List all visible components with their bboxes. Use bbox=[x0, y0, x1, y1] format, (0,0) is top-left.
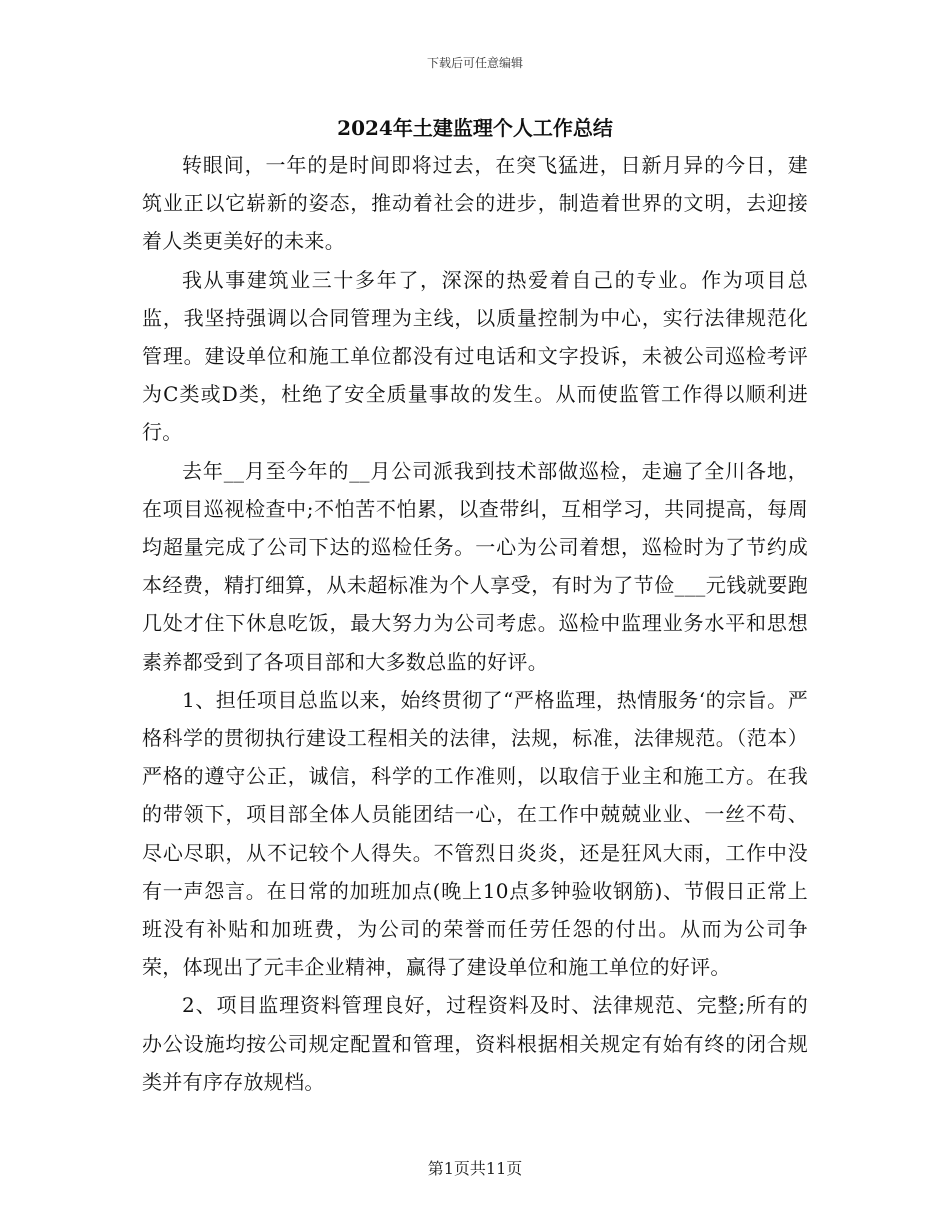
document-body bbox=[142, 146, 808, 1101]
paragraph: 我从事建筑业三十多年了，深深的热爱着自己的专业。作为项目总监，我坚持强调以合同管理为主线，以质量控制为中心，实行法律规范化管理。建设单位和施工单位都没有过电话和文字投诉，未被公司巡检考评为C类或D类，杜绝了安全质量事故的发生。从而使监管工作得以顺利进行。 bbox=[142, 267, 808, 445]
paragraph: 2、项目监理资料管理良好，过程资料及时、法律规范、完整;所有的办公设施均按公司规定配置和管理，资料根据相关规定有始有终的闭合规类并有序存放规档。 bbox=[142, 993, 808, 1094]
paragraph: 1、担任项目总监以来，始终贯彻了“严格监理，热情服务‘的宗旨。严格科学的贯彻执行建设工程相关的法律，法规，标准，法律规范。（范本）严格的遵守公正，诚信，科学的工作准则，以取信于业主和施工方。在我的带领下，项目部全体人员能团结一心，在工作中兢兢业业、一丝不苟、尽心尽职，从不记较个人得失。不管烈日炎炎，还是狂风大雨，工作中没有一声怨言。在日常的加班加点(晚上10点多钟验收钢筋)、节假日正常上班没有补贴和加班费，为公司的荣誉而任劳任怨的付出。从而为公司争荣，体现出了元丰企业精神，赢得了建设单位和施工单位的好评。 bbox=[142, 687, 808, 980]
page-number: 第1页共11页 bbox=[427, 1159, 523, 1178]
paragraph: 去年__月至今年的__月公司派我到技术部做巡检，走遍了全川各地，在项目巡视检查中;不怕苦不怕累，以查带纠，互相学习，共同提高，每周均超量完成了公司下达的巡检任务。一心为公司着想，巡检时为了节约成本经费，精打细算，从未超标准为个人享受，有时为了节俭___元钱就要跑几处才住下休息吃饭，最大努力为公司考虑。巡检中监理业务水平和思想素养都受到了各项目部和大多数总监的好评。 bbox=[142, 458, 808, 674]
document-title: 2024年土建监理个人工作总结 bbox=[337, 116, 613, 140]
header-note: 下载后可任意编辑 bbox=[426, 56, 523, 70]
paragraph: 转眼间，一年的是时间即将过去，在突飞猛进，日新月异的今日，建筑业正以它崭新的姿态，推动着社会的进步，制造着世界的文明，去迎接着人类更美好的未来。 bbox=[142, 153, 808, 254]
